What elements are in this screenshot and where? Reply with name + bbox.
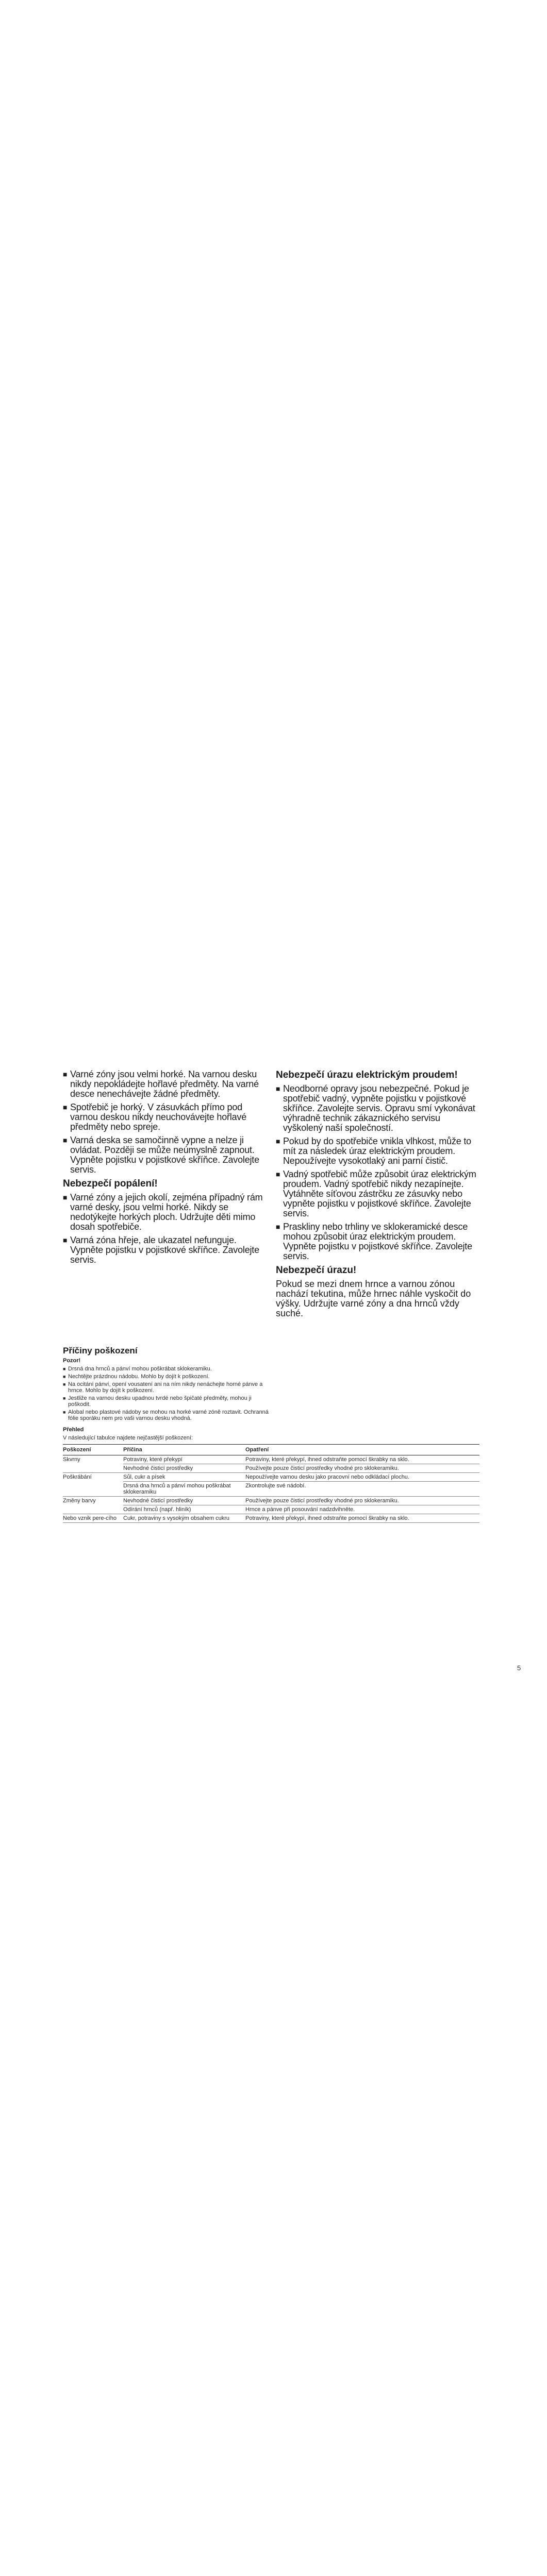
table-cell: Skvrny — [63, 1456, 80, 1463]
table-row — [63, 1464, 479, 1473]
list-item: ■ Drsná dna hrnců a pánví mohou poškrábat sklokeramiku. — [63, 1366, 212, 1372]
overview-label: Přehled — [63, 1427, 84, 1433]
bullet-icon: ■ — [276, 1223, 280, 1231]
table-cell: Cukr, potraviny s vysokým obsahem cukru — [123, 1514, 245, 1523]
table-row — [63, 1497, 479, 1505]
electric-heading: Nebezpečí úrazu elektrickým proudem! — [276, 1070, 458, 1080]
injury-text: Pokud se mezi dnem hrnce a varnou zónou nachází tekutina, může hrnec náhle vyskočit do výšky. Udržujte varné zóny a dna hrnců vždy suché. — [276, 1279, 471, 1318]
list-item: ■ Neodborné opravy jsou nebezpečné. Pokud je spotřebič vadný, vypněte pojistku v pojistkové skříňce. Zavolejte servis. Opravu smí vykonávat výhradně technik zákaznického servisu vyškolený naší společností. — [276, 1083, 475, 1133]
left-column — [63, 1070, 263, 1268]
damage-table — [63, 1444, 479, 1523]
table-cell — [63, 1505, 123, 1514]
table-row — [63, 1455, 479, 1464]
bullet-icon: ■ — [63, 1136, 68, 1144]
bullet-icon: ■ — [63, 1374, 66, 1379]
list-item: ■ Nechtějte prázdnou nádobu. Mohlo by dojít k poškození. — [63, 1374, 210, 1380]
table-row — [63, 1482, 479, 1497]
table-header-row — [63, 1445, 479, 1455]
table-cell: Odírání hrnců (např. hliník) — [123, 1505, 245, 1514]
overview-text: V následující tabulce najdete nejčastější poškození: — [63, 1435, 193, 1441]
list-item: ■ Varné zóny a jejich okolí, zejména případný rám varné desky, jsou velmi horké. Nikdy se nedotýkejte horkých ploch. Udržujte děti mimo dosah spotřebiče. — [63, 1192, 263, 1232]
bullet-icon: ■ — [63, 1396, 66, 1401]
bullet-icon: ■ — [276, 1170, 280, 1178]
bullet-icon: ■ — [276, 1137, 280, 1145]
column-header: Poškození — [63, 1445, 123, 1455]
bullet-icon: ■ — [63, 1366, 66, 1371]
table-cell: Drsná dna hrnců a pánví mohou poškrábat sklokeramiku — [123, 1482, 245, 1497]
list-item: ■ Spotřebič je horký. V zásuvkách přímo pod varnou deskou nikdy neuchovávejte hořlavé předměty nebo spreje. — [63, 1102, 247, 1132]
damage-section — [63, 1346, 486, 1523]
table-cell — [63, 1482, 123, 1497]
bullet-icon: ■ — [63, 1103, 68, 1111]
column-header: Příčina — [123, 1445, 245, 1455]
electric-warnings — [276, 1084, 482, 1261]
table-row — [63, 1505, 479, 1514]
table-cell: Poškrábání — [63, 1474, 92, 1480]
bullet-icon: ■ — [63, 1382, 66, 1387]
bullet-icon: ■ — [63, 1236, 68, 1244]
bullet-icon: ■ — [63, 1410, 66, 1415]
attention-label: Pozor! — [63, 1358, 81, 1364]
list-item: ■ Varné zóny jsou velmi horké. Na varnou desku nikdy nepokládejte hořlavé předměty. Na varné desce nenechávejte žádné předměty. — [63, 1069, 259, 1099]
bullet-icon: ■ — [63, 1070, 68, 1078]
column-header: Opatření — [245, 1445, 479, 1455]
table-row — [63, 1473, 479, 1482]
table-row — [63, 1514, 479, 1523]
attention-list — [63, 1366, 269, 1421]
table-cell: Potraviny, které překypí — [123, 1455, 245, 1464]
list-item: ■ Praskliny nebo trhliny ve sklokeramické desce mohou způsobit úraz elektrickým proudem. Vypněte pojistku v pojistkové skříňce. Zavolejte servis. — [276, 1222, 472, 1261]
table-cell: Sůl, cukr a písek — [123, 1473, 245, 1482]
table-cell: Potraviny, které překypí, ihned odstraňte pomocí škrabky na sklo. — [245, 1514, 479, 1523]
table-cell — [63, 1464, 123, 1473]
bullet-icon: ■ — [63, 1193, 68, 1201]
hot-zone-warnings — [63, 1070, 263, 1175]
list-item: ■ Na ocitání pánví, opení vousatení ani na ním nikdy nenáchejte horné pánve a hrnce. Mohlo by dojít k poškození. — [63, 1381, 263, 1394]
burn-warnings — [63, 1193, 263, 1265]
table-cell: Změny barvy — [63, 1498, 96, 1504]
injury-heading: Nebezpečí úrazu! — [276, 1265, 357, 1276]
table-cell: Nevhodné čisticí prostředky — [123, 1464, 245, 1473]
table-cell: Nepoužívejte varnou desku jako pracovní nebo odkládací plochu. — [245, 1473, 479, 1482]
table-cell: Používejte pouze čisticí prostředky vhodné pro sklokeramiku. — [245, 1497, 479, 1505]
table-cell: Nebo vznik pere-cího — [63, 1514, 123, 1523]
right-column — [276, 1070, 482, 1318]
burn-heading: Nebezpečí popálení! — [63, 1178, 158, 1189]
list-item: ■ Alobal nebo plastové nádoby se mohou na horké varné zóně roztavit. Ochranná fólie sporáku nem pro vaši varnou desku vhodná. — [63, 1409, 269, 1421]
section-title: Příčiny poškození — [63, 1346, 138, 1355]
table-cell: Zkontrolujte své nádobí. — [245, 1482, 479, 1497]
page-number: 5 — [517, 1664, 521, 1672]
list-item: ■ Vadný spotřebič může způsobit úraz elektrickým proudem. Vadný spotřebič nikdy nezapínejte. Vytáhněte síťovou zástrčku ze zásuvky nebo vypněte pojistku v pojistkové skříňce. Zavolejte servis. — [276, 1169, 476, 1218]
bullet-icon: ■ — [276, 1084, 280, 1093]
list-item: ■ Varná deska se samočinně vypne a nelze ji ovládat. Později se může neúmyslně zapnout. Vypněte pojistku v pojistkové skříňce. Zavolejte servis. — [63, 1135, 259, 1175]
list-item: ■ Varná zóna hřeje, ale ukazatel nefunguje. Vypněte pojistku v pojistkové skříňce. Zavolejte servis. — [63, 1235, 259, 1265]
table-cell: Používejte pouze čisticí prostředky vhodné pro sklokeramiku. — [245, 1464, 479, 1473]
list-item: ■ Jestliže na varnou desku upadnou tvrdé nebo špičaté předměty, mohou ji poškodit. — [63, 1395, 252, 1408]
table-cell: Potraviny, které překypí, ihned odstraňte pomocí škrabky na sklo. — [245, 1455, 479, 1464]
table-cell: Nevhodné čisticí prostředky — [123, 1497, 245, 1505]
list-item: ■ Pokud by do spotřebiče vnikla vlhkost, může to mít za následek úraz elektrickým proudem. Nepoužívejte vysokotlaký ani parní čistič. — [276, 1136, 471, 1166]
table-cell: Hrnce a pánve při posouvání nadzdvihněte. — [245, 1505, 479, 1514]
